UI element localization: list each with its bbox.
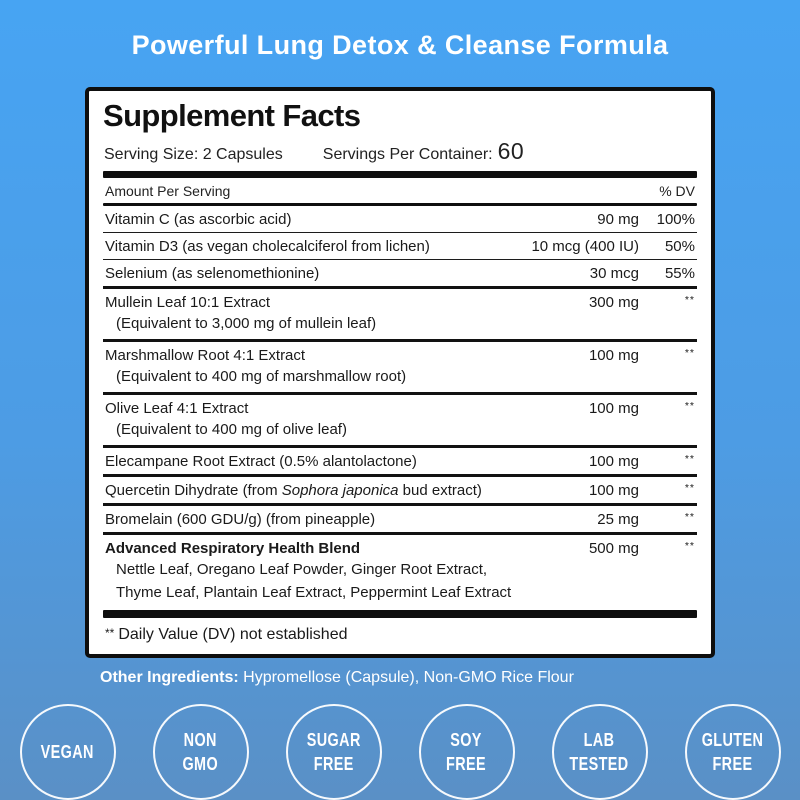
other-ingredients-value: Hypromellose (Capsule), Non-GMO Rice Flour: [243, 669, 574, 687]
badge-label: NON GMO: [182, 729, 219, 775]
ingredient-dv: **: [684, 399, 695, 412]
serving-info: [104, 138, 697, 165]
ingredient-row: [103, 506, 697, 535]
ingredient-amount: 100 mg: [588, 399, 639, 417]
table-column-header: [103, 178, 697, 203]
ingredient-name: [105, 540, 489, 557]
badge-label: SOY FREE: [446, 729, 487, 775]
ingredient-row-main: [103, 342, 697, 368]
ingredient-row-main: [103, 477, 697, 503]
ingredient-row: [103, 233, 697, 260]
ingredient-amount: 30 mcg: [589, 265, 639, 283]
supplement-facts-title: Supplement Facts: [103, 98, 361, 133]
ingredient-name-text: Vitamin D3 (as vegan cholecalciferol from lichen): [105, 238, 430, 256]
ingredient-row-main: [103, 395, 697, 421]
servings-per-container-value: 60: [497, 138, 525, 165]
ingredient-amount: 10 mcg (400 IU): [531, 238, 639, 256]
ingredient-amount: 100 mg: [588, 347, 639, 365]
ingredient-name: [105, 211, 489, 228]
ingredient-subtext: (Equivalent to 400 mg of marshmallow root): [116, 368, 407, 386]
servings-per-container-label: Servings Per Container:: [322, 146, 493, 164]
badge-label: GLUTEN FREE: [701, 729, 764, 775]
ingredient-dv: 50%: [664, 238, 695, 256]
ingredient-name-text: Vitamin C (as ascorbic acid): [105, 211, 292, 229]
ingredient-dv: 55%: [664, 265, 695, 283]
ingredient-name-text: Advanced Respiratory Health Blend: [105, 539, 361, 557]
servings-per-container: [323, 138, 524, 165]
ingredient-subtext: Nettle Leaf, Oregano Leaf Powder, Ginger Root Extract,: [116, 560, 488, 578]
ingredient-name-text: Selenium (as selenomethionine): [105, 265, 320, 283]
ingredient-dv: **: [684, 481, 695, 494]
ingredient-subtext: (Equivalent to 3,000 mg of mullein leaf): [116, 315, 377, 333]
ingredient-row: [103, 289, 697, 342]
ingredient-row: [103, 535, 697, 609]
ingredient-row-main: [103, 206, 697, 232]
ingredient-name-text: bud extract): [398, 481, 482, 499]
supplement-facts-panel: [85, 87, 715, 658]
ingredient-row-main: [103, 535, 697, 561]
badge-non-gmo: [153, 704, 249, 800]
ingredient-name: [105, 347, 489, 364]
page-title: Powerful Lung Detox & Cleanse Formula: [131, 30, 669, 60]
ingredient-amount: 500 mg: [588, 539, 639, 557]
ingredient-amount: 100 mg: [588, 481, 639, 499]
daily-value-footnote: [103, 618, 697, 646]
badge-vegan: [20, 704, 116, 800]
feature-badges-row: [0, 704, 800, 800]
ingredient-row: [103, 342, 697, 395]
ingredient-name: [105, 511, 489, 528]
badge-label: VEGAN: [40, 742, 95, 763]
ingredient-name-text: Olive Leaf 4:1 Extract: [105, 399, 249, 417]
badge-sugar-free: [286, 704, 382, 800]
ingredient-row: [103, 206, 697, 233]
badge-label: SUGAR FREE: [306, 729, 361, 775]
ingredient-dv: **: [684, 347, 695, 360]
ingredient-dv: **: [684, 452, 695, 465]
ingredient-dv: **: [684, 539, 695, 552]
ingredient-name: [105, 294, 489, 311]
ingredient-name-text: Quercetin Dihydrate (from: [105, 481, 282, 499]
ingredient-row-main: [103, 260, 697, 286]
ingredient-dv: 100%: [656, 211, 695, 229]
ingredient-row: [103, 448, 697, 477]
ingredient-subtext: (Equivalent to 400 mg of olive leaf): [116, 420, 347, 438]
badge-soy-free: [419, 704, 515, 800]
ingredient-table: [103, 206, 697, 608]
badge-label: LAB TESTED: [569, 729, 630, 775]
ingredient-amount: 100 mg: [588, 452, 639, 470]
ingredient-row: [103, 395, 697, 448]
ingredient-name: [105, 400, 489, 417]
other-ingredients-label: Other Ingredients:: [100, 669, 239, 687]
other-ingredients-line: [100, 669, 800, 687]
ingredient-dv: **: [684, 510, 695, 523]
ingredient-row: [103, 260, 697, 289]
ingredient-dv: **: [684, 294, 695, 307]
ingredient-name-text: Bromelain (600 GDU/g) (from pineapple): [105, 510, 376, 528]
ingredient-row-main: [103, 289, 697, 315]
serving-size-text: Serving Size: 2 Capsules: [104, 146, 283, 164]
ingredient-name: [105, 482, 489, 499]
badge-gluten-free: [685, 704, 781, 800]
footnote-asterisks: **: [105, 626, 115, 641]
ingredient-row-main: [103, 448, 697, 474]
amount-per-serving-header: Amount Per Serving: [105, 183, 231, 200]
ingredient-name: [105, 453, 489, 470]
ingredient-subtext: Thyme Leaf, Plantain Leaf Extract, Peppermint Leaf Extract: [116, 584, 512, 602]
percent-dv-header: % DV: [659, 183, 695, 200]
footnote-text: Daily Value (DV) not established: [118, 626, 348, 644]
divider-thick-top: [103, 171, 697, 178]
ingredient-amount: 25 mg: [597, 510, 639, 528]
ingredient-name: [105, 238, 489, 255]
ingredient-name-latin: Sophora japonica: [281, 481, 399, 499]
divider-thick-bottom: [103, 610, 697, 618]
ingredient-row-main: [103, 506, 697, 532]
ingredient-row-main: [103, 233, 697, 259]
ingredient-name: [105, 265, 489, 282]
ingredient-row: [103, 477, 697, 506]
ingredient-name-text: Marshmallow Root 4:1 Extract: [105, 347, 306, 365]
ingredient-amount: 90 mg: [597, 211, 639, 229]
ingredient-name-text: Mullein Leaf 10:1 Extract: [105, 294, 271, 312]
badge-lab-tested: [552, 704, 648, 800]
ingredient-amount: 300 mg: [588, 294, 639, 312]
ingredient-name-text: Elecampane Root Extract (0.5% alantolactone): [105, 452, 417, 470]
